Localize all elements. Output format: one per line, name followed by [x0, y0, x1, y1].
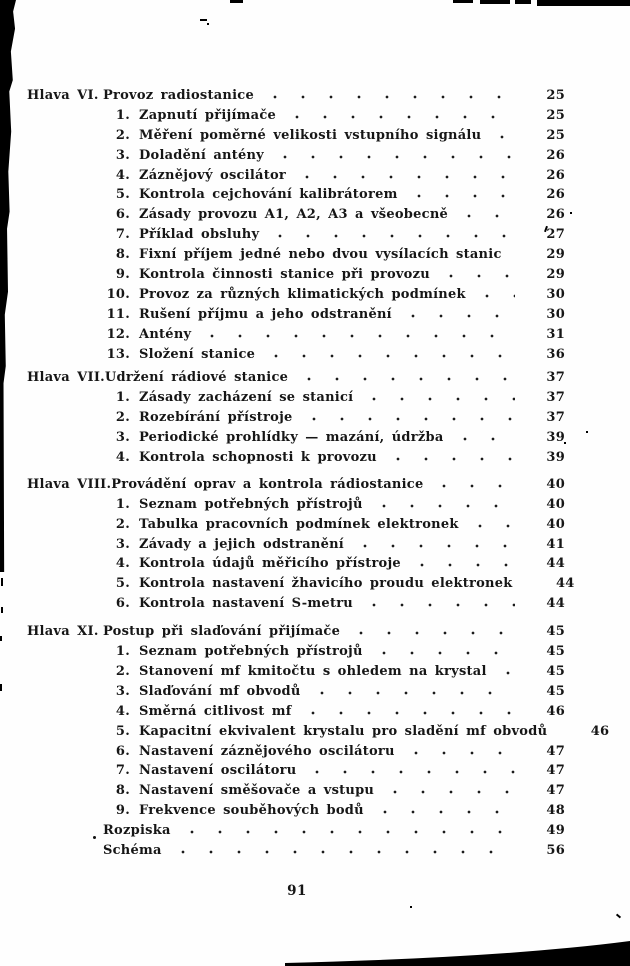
page-number: 41 [546, 536, 565, 552]
item-number: 6. [115, 596, 130, 612]
item-title: Kontrola nastavení S-metru [139, 596, 354, 612]
scan-speck [570, 212, 572, 214]
dot-leader [456, 437, 515, 441]
scan-top-dash [480, 0, 510, 4]
item-title: Směrná citlivost mf [139, 703, 292, 719]
toc-section [27, 370, 567, 469]
item-number: 1. [115, 390, 130, 406]
page-number: 46 [546, 703, 565, 719]
dot-leader [404, 314, 515, 318]
dot-leader [305, 417, 515, 421]
scan-speck [410, 906, 412, 908]
item-title: Doladění antény [139, 147, 264, 163]
dot-leader [413, 563, 515, 567]
table-of-contents [27, 88, 610, 863]
item-title: Nastavení záznějového oscilátoru [139, 743, 395, 759]
toc-item-row [27, 148, 567, 168]
toc-item-row [27, 684, 567, 704]
chapter-label: Hlava VIII. [27, 476, 112, 492]
item-number: 3. [115, 430, 130, 446]
toc-section [27, 476, 575, 616]
scan-speck [616, 914, 621, 919]
dot-leader [365, 397, 515, 401]
chapter-title: Provádění oprav a kontrola rádiostanice [111, 476, 424, 492]
toc-item-row [27, 596, 567, 616]
item-number: 2. [115, 516, 130, 532]
item-number: 3. [115, 683, 130, 699]
page-number: 27 [546, 227, 565, 243]
dot-leader [478, 294, 515, 298]
dot-leader [356, 544, 515, 548]
scan-top-dash [453, 0, 473, 3]
toc-item-row [27, 307, 567, 327]
scan-speck [0, 636, 2, 641]
entry-title: Rozpiska [103, 823, 171, 839]
item-title: Seznam potřebných přístrojů [139, 644, 363, 660]
item-title: Zásady provozu A1, A2, A3 a všeobecně [139, 207, 449, 223]
toc-item-row [27, 227, 567, 247]
page-number: 39 [546, 450, 565, 466]
item-title: Kontrola schopnosti k provozu [139, 450, 377, 466]
item-title: Fixní příjem jedné nebo dvou vysílacích stanic [139, 247, 502, 263]
item-title: Periodické prohlídky — mazání, údržba [139, 430, 444, 446]
page-number: 47 [546, 763, 565, 779]
dot-leader [435, 484, 515, 488]
toc-item-row [27, 430, 567, 450]
item-title: Rozebírání přístroje [139, 410, 293, 426]
toc-item-row [27, 247, 567, 267]
toc-item-row [27, 763, 567, 783]
scan-speck [207, 23, 209, 25]
toc-chapter-row [27, 624, 567, 644]
toc-item-row [27, 664, 567, 684]
page-number: 37 [546, 370, 565, 386]
item-number: 7. [115, 763, 130, 779]
toc-item-row [27, 347, 567, 367]
item-number: 8. [115, 783, 130, 799]
toc-item-row [27, 744, 567, 764]
page-number: 36 [546, 346, 565, 362]
item-number: 6. [115, 207, 130, 223]
item-number: 9. [115, 267, 130, 283]
dot-leader [288, 115, 515, 119]
page-number: 44 [546, 596, 565, 612]
chapter-title: Provoz radiostanice [103, 88, 254, 103]
page-number: 44 [555, 576, 575, 592]
dot-leader [203, 334, 515, 338]
item-title: Slaďování mf obvodů [139, 683, 301, 699]
dot-leader [304, 711, 515, 715]
dot-leader [471, 524, 515, 528]
toc-item-row [27, 168, 567, 188]
page-number: 47 [546, 743, 565, 759]
page-number: 26 [546, 187, 565, 203]
scan-top-dash [515, 0, 531, 4]
item-number: 1. [115, 644, 130, 660]
page-number: 45 [546, 683, 565, 699]
item-number: 13. [106, 346, 130, 362]
toc-section [27, 624, 610, 823]
page-number: 40 [546, 476, 565, 492]
dot-leader [267, 354, 515, 358]
item-number: 5. [115, 576, 130, 592]
toc-entry-row [27, 823, 567, 843]
scan-top-dash [230, 0, 243, 3]
toc-chapter-row [27, 370, 567, 390]
toc-item-row [27, 327, 567, 347]
page-number: 29 [546, 267, 565, 283]
dot-leader [375, 651, 515, 655]
scan-speck [1, 578, 3, 586]
item-number: 8. [115, 247, 130, 263]
scan-bottom-band-artifact [0, 926, 630, 966]
item-title: Kontrola cejchování kalibrátorem [139, 187, 398, 203]
item-number: 7. [115, 227, 130, 243]
toc-item-row [27, 803, 567, 823]
item-title: Kontrola nastavení žhavicího proudu elektronek [139, 576, 513, 592]
toc-item-row [27, 497, 567, 517]
dot-leader [460, 214, 515, 218]
dot-leader [266, 95, 515, 99]
scan-speck [586, 431, 588, 433]
toc-item-row [27, 287, 567, 307]
scan-speck [0, 684, 2, 691]
dot-leader [276, 155, 515, 159]
page-number: 45 [546, 663, 565, 679]
toc-item-row [27, 450, 567, 470]
entry-title: Schéma [103, 842, 162, 858]
toc-item-row [27, 576, 575, 596]
page-number: 56 [546, 842, 565, 858]
dot-leader [442, 274, 515, 278]
item-number: 2. [115, 410, 130, 426]
dot-leader [514, 254, 515, 258]
dot-leader [499, 671, 515, 675]
toc-item-row [27, 556, 567, 576]
item-number: 4. [115, 450, 130, 466]
page-number: 25 [546, 107, 565, 123]
page-number: 48 [546, 803, 565, 819]
toc-item-row [27, 723, 610, 744]
dot-leader [493, 135, 515, 139]
page-number: 37 [546, 390, 565, 406]
chapter-title: Udržení rádiové stanice [104, 370, 289, 386]
page-number: 25 [546, 127, 565, 143]
item-title: Zásady zacházení se stanicí [139, 390, 354, 406]
dot-leader [300, 377, 515, 381]
item-title: Záznějový oscilátor [139, 167, 287, 183]
dot-leader [308, 770, 515, 774]
item-title: Složení stanice [139, 346, 256, 362]
item-number: 12. [106, 326, 130, 342]
toc-item-row [27, 410, 567, 430]
item-number: 10. [106, 286, 130, 302]
scan-speck [200, 19, 207, 21]
toc-chapter-row [27, 477, 567, 497]
item-number: 9. [115, 803, 130, 819]
item-number: 1. [115, 107, 130, 123]
item-title: Zapnutí přijímače [139, 107, 277, 123]
page-number: 26 [546, 167, 565, 183]
page-number: 26 [546, 147, 565, 163]
page-number: 30 [546, 286, 565, 302]
toc-item-row [27, 128, 567, 148]
page-number: 39 [546, 430, 565, 446]
dot-leader [183, 830, 515, 834]
toc-section [27, 88, 567, 366]
chapter-label: Hlava XI. [27, 624, 99, 640]
item-title: Tabulka pracovních podmínek elektronek [139, 516, 459, 532]
item-title: Frekvence souběhových bodů [139, 803, 364, 819]
dot-leader [365, 603, 515, 607]
chapter-label: Hlava VII. [27, 370, 105, 386]
toc-item-row [27, 187, 567, 207]
page-number: 37 [546, 410, 565, 426]
item-title: Kontrola údajů měřicího přístroje [139, 556, 401, 572]
chapter-label: Hlava VI. [27, 88, 99, 103]
item-number: 4. [115, 167, 130, 183]
toc-entry-row [27, 843, 567, 863]
item-number: 4. [115, 703, 130, 719]
dot-leader [352, 631, 515, 635]
item-number: 6. [115, 743, 130, 759]
item-number: 2. [115, 127, 130, 143]
dot-leader [407, 751, 515, 755]
toc-item-row [27, 517, 567, 537]
item-number: 3. [115, 147, 130, 163]
toc-item-row [27, 704, 567, 724]
item-number: 3. [115, 536, 130, 552]
item-title: Nastavení oscilátoru [139, 763, 297, 779]
item-title: Antény [139, 326, 192, 342]
item-title: Provoz za různých klimatických podmínek [139, 286, 466, 302]
page-number: 40 [546, 516, 565, 532]
dot-leader [389, 457, 515, 461]
chapter-title: Postup při slaďování přijímače [103, 624, 341, 640]
page-number: 30 [546, 306, 565, 322]
item-number: 4. [115, 556, 130, 572]
page-number: 25 [546, 88, 565, 103]
dot-leader [386, 790, 515, 794]
toc-item-row [27, 644, 567, 664]
toc-item-row [27, 108, 567, 128]
toc-chapter-row [27, 88, 567, 108]
item-number: 11. [106, 306, 130, 322]
item-title: Stanovení mf kmitočtu s ohledem na krystal [139, 663, 487, 679]
toc-item-row [27, 537, 567, 557]
dot-leader [410, 194, 515, 198]
scan-speck [1, 607, 3, 613]
page-number: 47 [546, 783, 565, 799]
dot-leader [313, 691, 515, 695]
page-number: 40 [546, 496, 565, 512]
dot-leader [376, 810, 515, 814]
item-number: 2. [115, 663, 130, 679]
scan-left-edge-artifact [0, 0, 16, 572]
item-number: 1. [115, 496, 130, 512]
page-number: 26 [546, 207, 565, 223]
page-number: 45 [546, 644, 565, 660]
item-number: 5. [115, 187, 130, 203]
dot-leader [298, 175, 515, 179]
item-title: Seznam potřebných přístrojů [139, 496, 363, 512]
dot-leader [174, 850, 515, 854]
dot-leader [375, 504, 515, 508]
toc-item-row [27, 783, 567, 803]
toc-item-row [27, 207, 567, 227]
item-title: Nastavení směšovače a vstupu [139, 783, 375, 799]
item-title: Kapacitní ekvivalent krystalu pro sladění mf obvodů [139, 723, 548, 739]
page-number: 46 [590, 723, 610, 739]
page-number: 49 [546, 823, 565, 839]
page-number: 44 [546, 556, 565, 572]
footer-page-number: 91 [287, 883, 307, 899]
dot-leader [271, 234, 515, 238]
item-number: 5. [115, 723, 130, 739]
item-title: Příklad obsluhy [139, 227, 260, 243]
item-title: Rušení příjmu a jeho odstranění [139, 306, 392, 322]
page-number: 45 [546, 624, 565, 640]
toc-item-row [27, 390, 567, 410]
item-title: Měření poměrné velikosti vstupního signálu [139, 127, 482, 143]
scan-top-band-artifact [537, 0, 630, 6]
item-title: Kontrola činnosti stanice při provozu [139, 267, 430, 283]
page-number: 31 [546, 326, 565, 342]
item-title: Závady a jejich odstranění [139, 536, 344, 552]
toc-item-row [27, 267, 567, 287]
page-number: 29 [546, 247, 565, 263]
